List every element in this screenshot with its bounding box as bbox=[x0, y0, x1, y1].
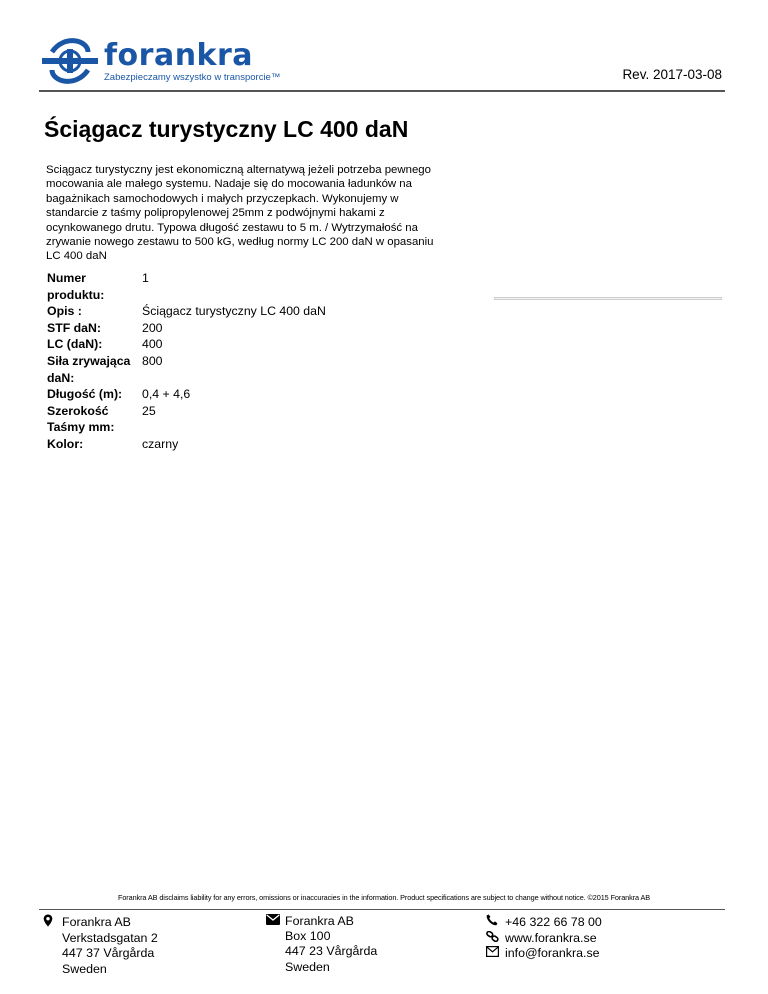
spec-row bbox=[47, 403, 347, 436]
description-line: Sciągacz turystyczny jest ekonomiczną alternatywą jeżeli potrzeba pewnego bbox=[46, 164, 431, 176]
spec-label: Kolor: bbox=[47, 436, 84, 451]
spec-value: 1 bbox=[142, 271, 149, 285]
footer-address bbox=[43, 914, 158, 977]
spec-row bbox=[47, 303, 347, 320]
brand-tagline: Zabezpieczamy wszystko w transporcie™ bbox=[104, 72, 281, 83]
product-description bbox=[46, 163, 466, 264]
website-link[interactable]: www.forankra.se bbox=[505, 930, 597, 945]
phone-number: +46 322 66 78 00 bbox=[505, 914, 602, 929]
spec-row bbox=[47, 320, 347, 337]
envelope-icon bbox=[266, 914, 280, 929]
phone-icon bbox=[486, 914, 500, 931]
spec-value: Ściągacz turystyczny LC 400 daN bbox=[142, 304, 326, 319]
spec-label: Opis : bbox=[47, 304, 82, 319]
description-line: standarcie z taśmy polipropylenowej 25mm z podwójnymi hakami z bbox=[46, 207, 385, 220]
brand-name: forankra bbox=[104, 38, 254, 73]
product-title: Ściągacz turystyczny LC 400 daN bbox=[44, 116, 409, 142]
forankra-logo-mark-icon bbox=[42, 36, 98, 86]
spec-row bbox=[47, 436, 347, 453]
description-line: bagażnikach samochodowych i małych przyczepkach. Wykonujemy w bbox=[46, 192, 399, 205]
spec-value: czarny bbox=[142, 436, 179, 451]
spec-row bbox=[47, 270, 347, 303]
spec-value: 800 bbox=[142, 353, 163, 368]
spec-value: 0,4 + 4,6 bbox=[142, 387, 191, 402]
description-line: zrywanie nowego zestawu to 500 kG, według normy LC 200 daN w opasaniu bbox=[46, 236, 434, 249]
description-line: mocowania ale małego systemu. Nadaje się do mocowania ładunków na bbox=[46, 178, 412, 191]
spec-row bbox=[47, 336, 347, 353]
address-line: Verkstadsgatan 2 bbox=[62, 931, 158, 946]
link-icon bbox=[486, 931, 500, 947]
spec-row bbox=[47, 353, 347, 386]
postal-line: Sweden bbox=[285, 959, 330, 974]
spec-table bbox=[47, 270, 347, 453]
spec-label: Siła zrywająca daN: bbox=[47, 353, 131, 385]
postal-line: Forankra AB bbox=[285, 914, 354, 928]
mail-outline-icon bbox=[486, 946, 500, 962]
spec-label: Numer produktu: bbox=[47, 271, 105, 302]
spec-label: LC (daN): bbox=[47, 337, 103, 352]
spec-label: STF daN: bbox=[47, 320, 101, 335]
disclaimer: Forankra AB disclaims liability for any errors, omissions or inaccuracies in the information. Product specifications are subject to change without notice. ©2015 Forankra AB bbox=[117, 893, 651, 902]
address-line: Forankra AB bbox=[62, 915, 131, 929]
spec-row bbox=[47, 386, 347, 403]
spec-value: 400 bbox=[142, 337, 163, 352]
forankra-logo bbox=[42, 36, 282, 86]
description-line: LC 400 daN bbox=[46, 250, 107, 263]
spec-value: 200 bbox=[142, 320, 163, 335]
footer-contact bbox=[486, 914, 602, 962]
address-line: 447 37 Vårgårda bbox=[62, 946, 155, 961]
map-pin-icon bbox=[43, 914, 57, 931]
footer-postal bbox=[266, 914, 377, 975]
header-divider bbox=[39, 90, 725, 92]
spec-label: Szerokość Taśmy mm: bbox=[47, 403, 115, 435]
postal-line: Box 100 bbox=[285, 929, 331, 944]
product-image-placeholder bbox=[494, 297, 722, 300]
revision-date: Rev. 2017-03-08 bbox=[622, 67, 722, 82]
spec-value: 25 bbox=[142, 403, 156, 418]
description-line: ocynkowanego drutu. Typowa długość zestawu to 5 m. / Wytrzymałość na bbox=[46, 221, 418, 234]
email-link[interactable]: info@forankra.se bbox=[505, 946, 600, 961]
spec-label: Długość (m): bbox=[47, 387, 123, 402]
address-line: Sweden bbox=[62, 961, 107, 976]
footer-divider bbox=[39, 909, 725, 910]
postal-line: 447 23 Vårgårda bbox=[285, 944, 378, 959]
